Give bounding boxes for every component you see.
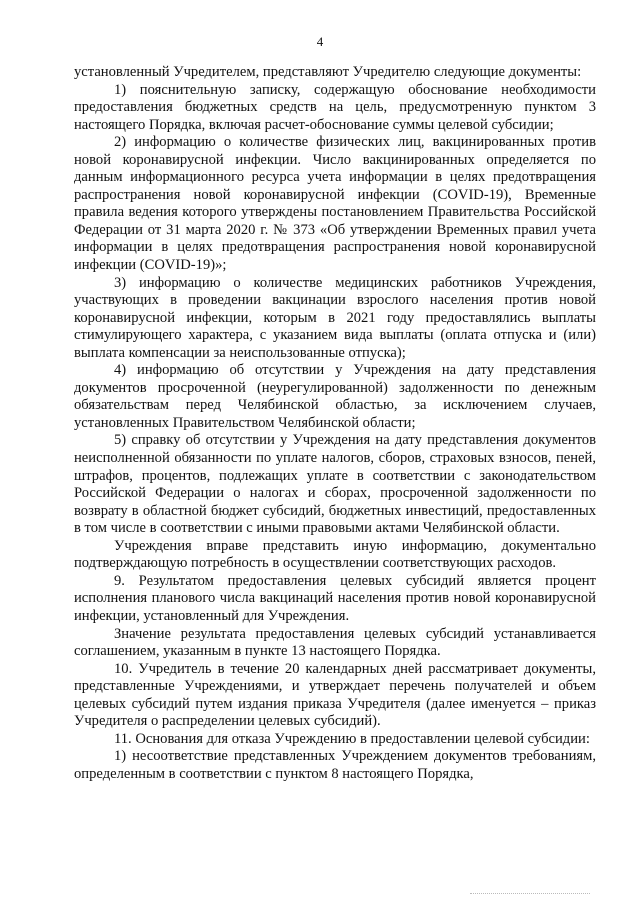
paragraph: 2) информацию о количестве физических лиц, вакцинированных против новой коронавирусной инфекции. Число вакцинированных определяется по данным информационного ресурса учета информации в целях предотвращения распространения новой коронавирусной инфекции (COVID-19), Временные правила ведения которого утверждены постановлением Правительства Российской Федерации от 31 марта 2020 г. № 373 «Об утверждении Временных правил учета информации в целях предотвращения распространения новой коронавирусной инфекции (COVID-19)»; — [74, 134, 596, 274]
paragraph: установленный Учредителем, представляют Учредителю следующие документы: — [74, 64, 582, 80]
paragraph: 1) несоответствие представленных Учреждением документов требованиям, определенным в соответствии с пунктом 8 настоящего Порядка, — [74, 748, 596, 782]
paragraph: Учреждения вправе представить иную информацию, документально подтверждающую потребность в осуществлении соответствующих расходов. — [74, 537, 596, 572]
paragraph: 5) справку об отсутствии у Учреждения на дату представления документов неисполненной обязанности по уплате налогов, сборов, страховых взносов, пеней, штрафов, процентов, подлежащих уплате в соответствии с законодательством Российской Федерации о налогах и сборах, просроченной задолженности по возврату в областной бюджет субсидий, бюджетных инвестиций, предоставленных в том числе в соответствии с иными правовыми актами Челябинской области. — [74, 432, 596, 537]
paragraph: 11. Основания для отказа Учреждению в предоставлении целевой субсидии: — [114, 730, 590, 747]
paragraph: 3) информацию о количестве медицинских работников Учреждения, участвующих в проведении вакцинации взрослого населения против новой коронавирусной инфекции, которым в 2021 году предоставлялись выплаты стимулирующего характера, с указанием вида выплаты (оплата отпуска и (или) выплата компенсации за неиспользованные отпуска); — [74, 274, 596, 361]
page-number: 4 — [316, 34, 324, 49]
paragraph: 4) информацию об отсутствии у Учреждения на дату представления документов просроченной (неурегулированной) задолженности по денежным обязательствам перед Челябинской областью, за исключением случаев, установленных Правительством Челябинской области; — [74, 362, 596, 431]
paragraph: Значение результата предоставления целевых субсидий устанавливается соглашением, указанным в пункте 13 настоящего Порядка. — [74, 625, 596, 660]
paragraph: 10. Учредитель в течение 20 календарных дней рассматривает документы, представленные Учреждениями, и утверждает перечень получателей и объем целевых субсидий путем издания приказа Учредителя (далее именуется – приказ Учредителя о распределении целевых субсидий). — [74, 660, 596, 730]
paragraph: 1) пояснительную записку, содержащую обоснование необходимости предоставления бюджетных средств на цель, предусмотренную пунктом 3 настоящего Порядка, включая расчет-обоснование суммы целевой субсидии; — [74, 81, 596, 133]
document-body — [74, 64, 596, 783]
scan-artifact-line — [470, 893, 590, 894]
paragraph: 9. Результатом предоставления целевых субсидий является процент исполнения планового числа вакцинаций населения против новой коронавирусной инфекции, установленный для Учреждения. — [74, 572, 596, 624]
